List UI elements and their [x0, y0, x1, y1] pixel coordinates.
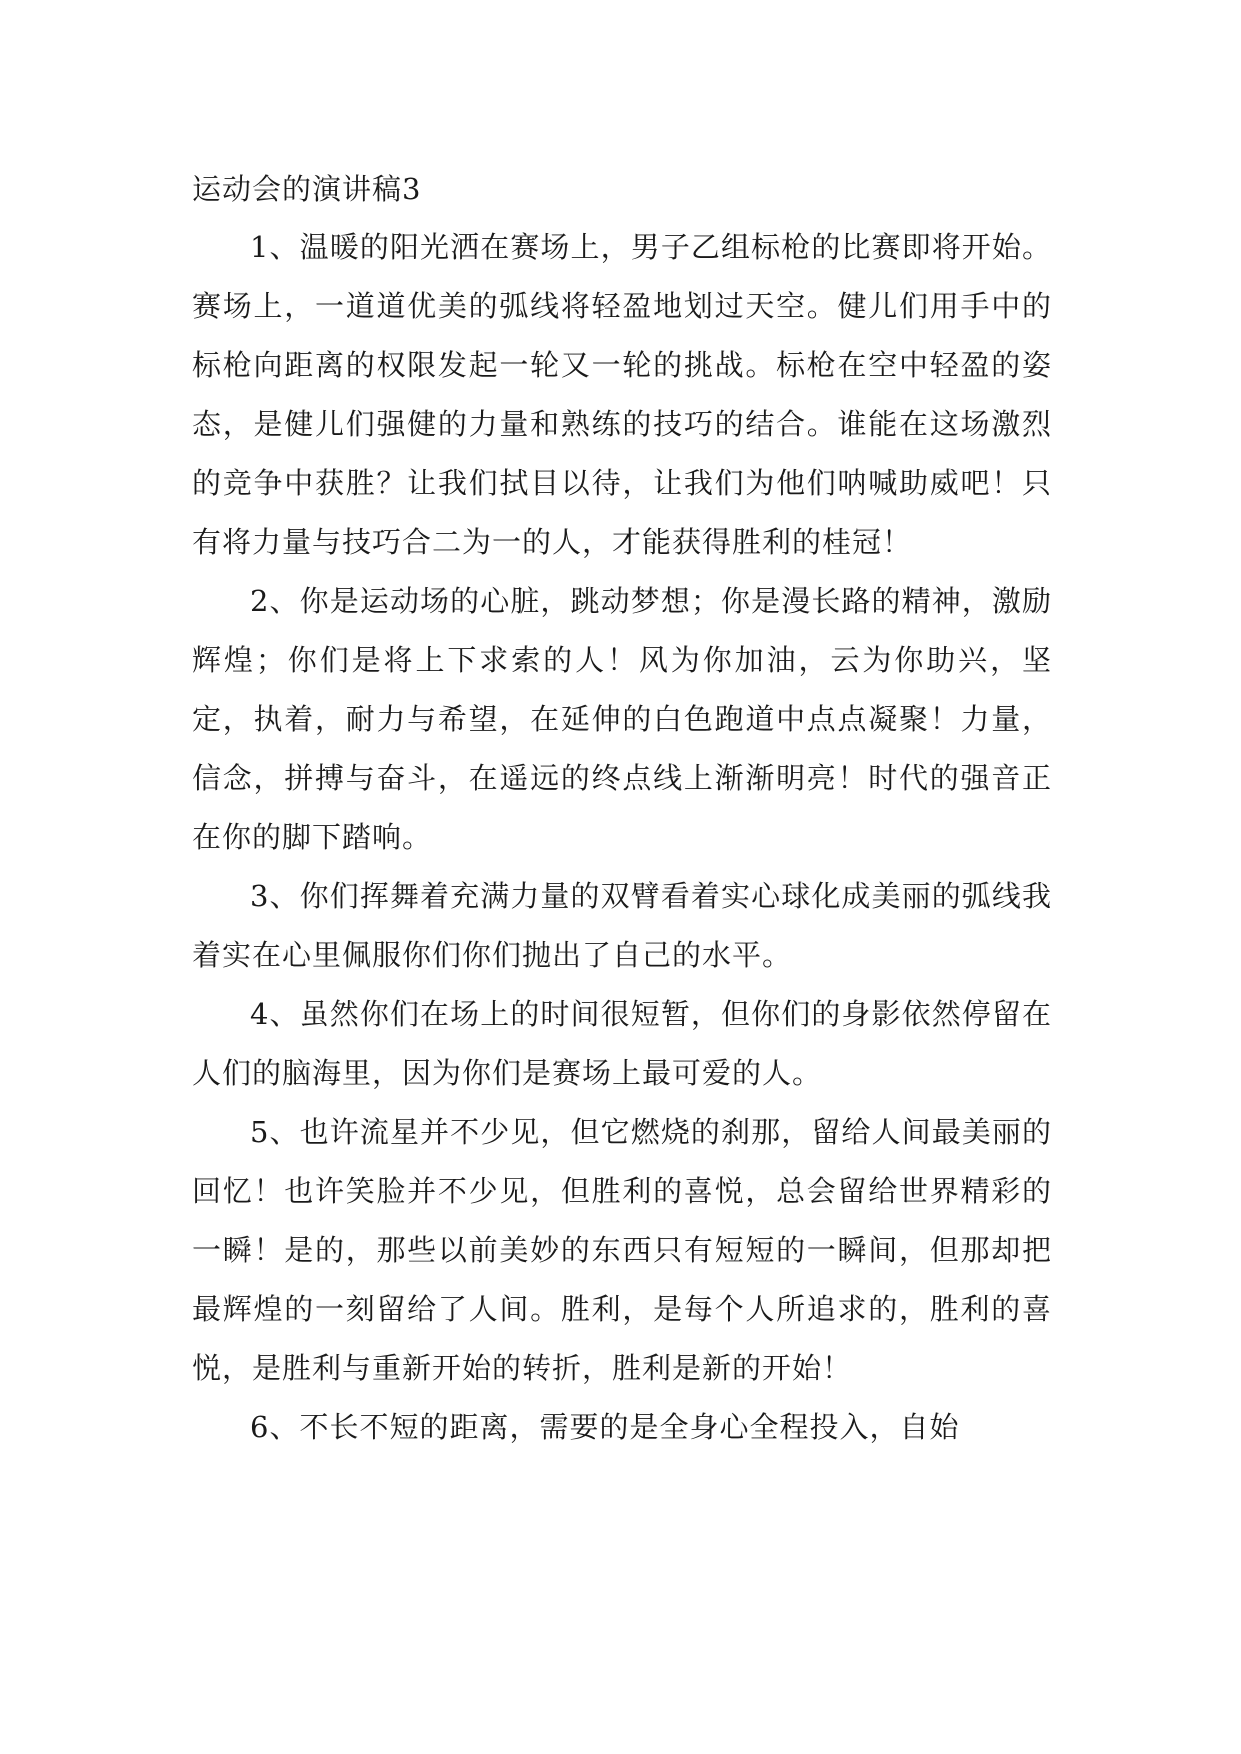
- paragraph-6: 6、不长不短的距离，需要的是全身心全程投入，自始: [250, 1410, 960, 1444]
- paragraph-3: 3、你们挥舞着充满力量的双臂看着实心球化成美丽的弧线我着实在心里佩服你们你们抛出了自己的水平。: [192, 879, 1052, 972]
- paragraph-1: 1、温暖的阳光洒在赛场上，男子乙组标枪的比赛即将开始。赛场上，一道道优美的弧线将轻盈地划过天空。健儿们用手中的标枪向距离的权限发起一轮又一轮的挑战。标枪在空中轻盈的姿态，是健儿们强健的力量和熟练的技巧的结合。谁能在这场激烈的竞争中获胜？让我们拭目以待，让我们为他们呐喊助威吧！只有将力量与技巧合二为一的人，才能获得胜利的桂冠！: [192, 230, 1052, 559]
- paragraph-4: 4、虽然你们在场上的时间很短暂，但你们的身影依然停留在人们的脑海里，因为你们是赛场上最可爱的人。: [192, 997, 1052, 1090]
- paragraph-5: 5、也许流星并不少见，但它燃烧的刹那，留给人间最美丽的回忆！也许笑脸并不少见，但胜利的喜悦，总会留给世界精彩的一瞬！是的，那些以前美妙的东西只有短短的一瞬间，但那却把最辉煌的一刻留给了人间。胜利，是每个人所追求的，胜利的喜悦，是胜利与重新开始的转折，胜利是新的开始！: [192, 1115, 1052, 1385]
- document-body: [192, 160, 1052, 1457]
- paragraph-2: 2、你是运动场的心脏，跳动梦想；你是漫长路的精神，激励辉煌；你们是将上下求索的人！风为你加油，云为你助兴，坚定，执着，耐力与希望，在延伸的白色跑道中点点凝聚！力量，信念，拼搏与奋斗，在遥远的终点线上渐渐明亮！时代的强音正在你的脚下踏响。: [192, 584, 1052, 854]
- document-title: 运动会的演讲稿3: [192, 172, 422, 206]
